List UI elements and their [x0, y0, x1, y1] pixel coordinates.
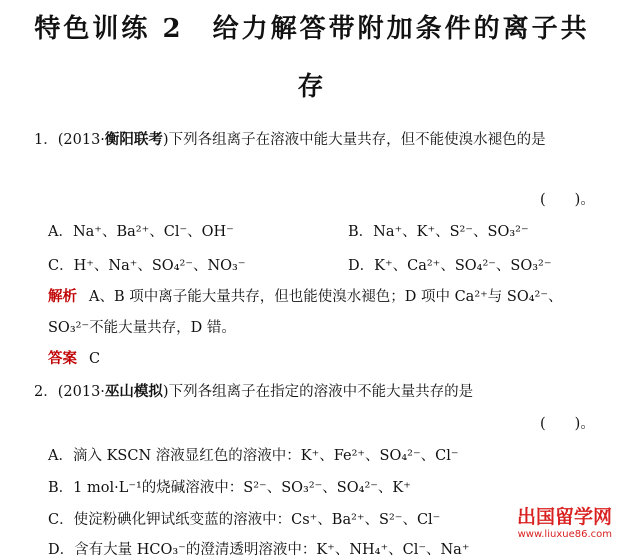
- answer-blank: ( )。: [540, 416, 595, 432]
- option-c: C．H⁺、Na⁺、SO₄²⁻、NO₃⁻: [48, 258, 246, 274]
- answer-value: C: [89, 351, 101, 367]
- watermark-logo-text: 出国留学网: [516, 506, 612, 528]
- question-source: 衡阳联考: [104, 132, 163, 148]
- question-text: 下列各组离子在指定的溶液中不能大量共存的是: [168, 384, 474, 400]
- question-number: 1．: [34, 132, 58, 148]
- question-2-stem: 2．(2013·巫山模拟)下列各组离子在指定的溶液中不能大量共存的是: [34, 384, 474, 400]
- answer-label: 答案: [48, 351, 77, 367]
- question-text: 下列各组离子在溶液中能大量共存，但不能使溴水褪色的是: [168, 132, 546, 148]
- option-b: B．1 mol·L⁻¹的烧碱溶液中：S²⁻、SO₃²⁻、SO₄²⁻、K⁺: [48, 480, 411, 496]
- watermark-url: www.liuxue86.com: [517, 529, 612, 540]
- watermark: [513, 500, 616, 542]
- option-b: B．Na⁺、K⁺、S²⁻、SO₃²⁻: [348, 224, 529, 240]
- analysis-label: 解析: [48, 289, 77, 305]
- option-c: C．使淀粉碘化钾试纸变蓝的溶液中：Cs⁺、Ba²⁺、S²⁻、Cl⁻: [48, 512, 441, 528]
- option-d: D．含有大量 HCO₃⁻的澄清透明溶液中：K⁺、NH₄⁺、Cl⁻、Na⁺: [48, 542, 470, 558]
- question-1-stem: 1．(2013·衡阳联考)下列各组离子在溶液中能大量共存，但不能使溴水褪色的是: [34, 132, 546, 148]
- option-d: D．K⁺、Ca²⁺、SO₄²⁻、SO₃²⁻: [348, 258, 552, 274]
- option-a: A．滴入 KSCN 溶液显红色的溶液中：K⁺、Fe²⁺、SO₄²⁻、Cl⁻: [48, 448, 459, 464]
- analysis: [48, 285, 563, 306]
- question-source: 巫山模拟: [104, 384, 163, 400]
- answer-blank: ( )。: [540, 192, 595, 208]
- page-title: 特色训练 2 给力解答带附加条件的离子共: [34, 14, 590, 44]
- page-title-continuation: 存: [297, 72, 327, 102]
- question-number: 2．: [34, 384, 58, 400]
- answer: [48, 347, 100, 368]
- analysis-text-continued: SO₃²⁻不能大量共存，D 错。: [48, 320, 236, 336]
- analysis-text: A、B 项中离子能大量共存，但也能使溴水褪色；D 项中 Ca²⁺与 SO₄²⁻、: [89, 289, 563, 305]
- option-a: A．Na⁺、Ba²⁺、Cl⁻、OH⁻: [48, 224, 234, 240]
